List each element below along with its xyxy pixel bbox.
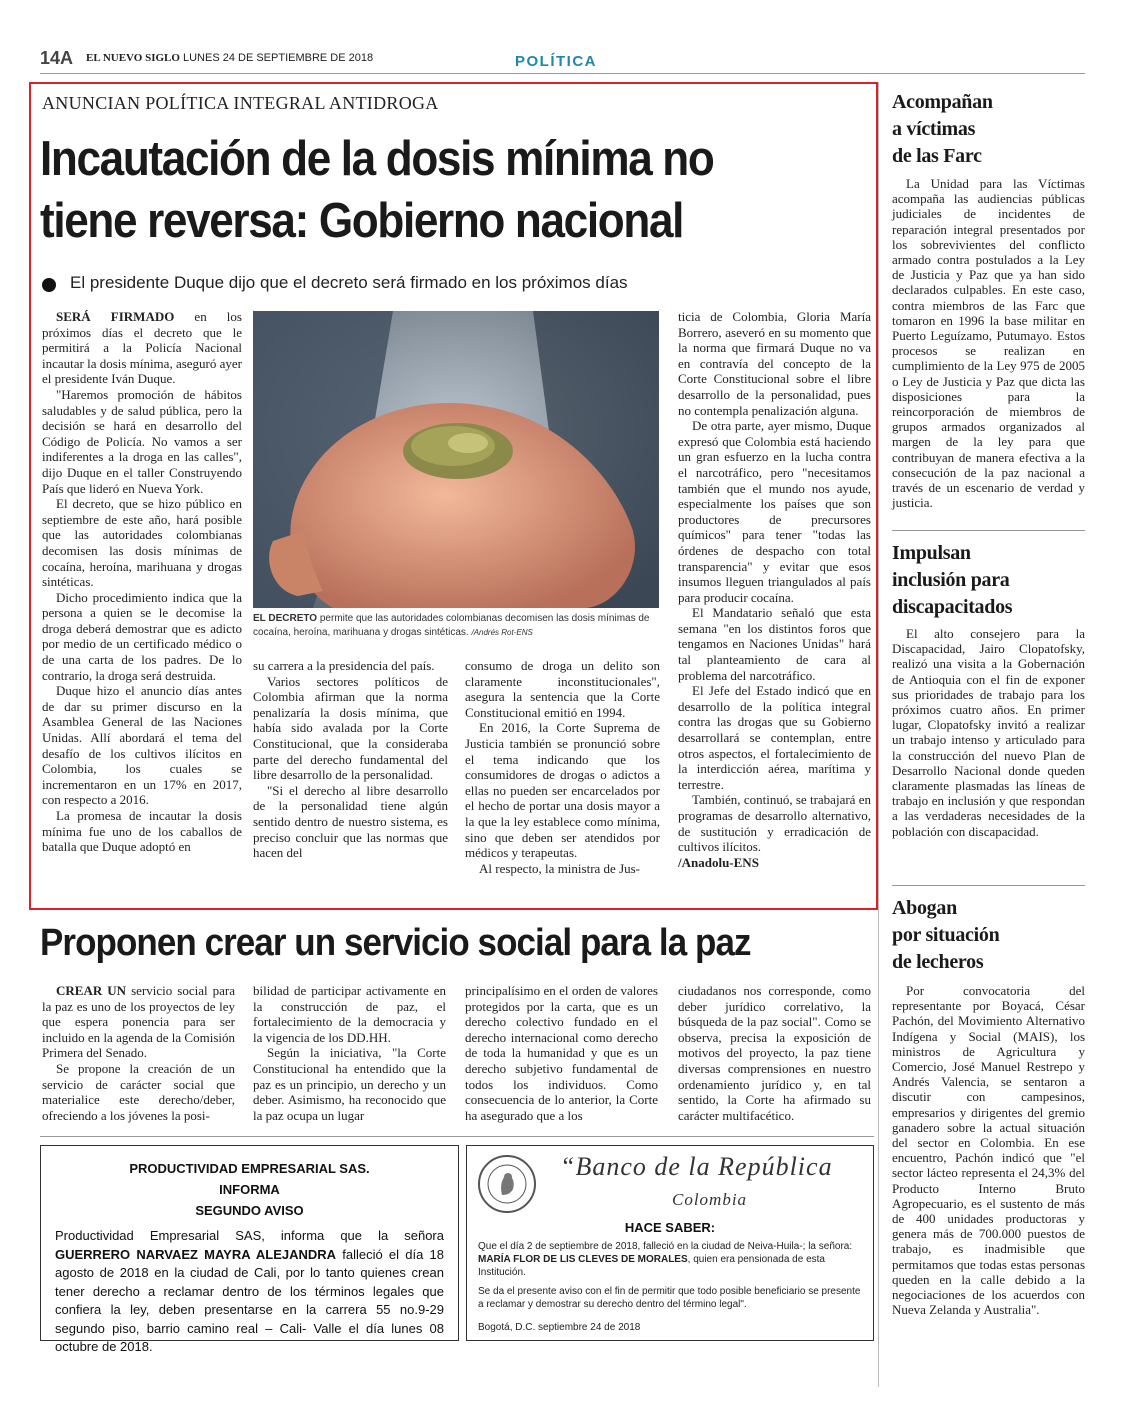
paragraph: Se propone la creación de un servicio de carácter social que materialice este derecho/deber, ofreciendo a los jóvenes la posi- (42, 1060, 235, 1123)
article-photo (253, 311, 659, 608)
bank-notice-sign: Bogotá, D.C. septiembre 24 de 2018 (478, 1322, 641, 1333)
paragraph: La promesa de incautar la dosis mínima fue uno de los caballos de batalla que Duque adoptó en (42, 808, 242, 855)
bank-seal-logo (478, 1155, 536, 1213)
second-column-4 (678, 983, 871, 1123)
bank-notice-p2: Se da el presente aviso con el fin de permitir que todo posible beneficiario se presente a reclamar y demostrar su derecho dentro del término legal". (478, 1286, 861, 1310)
paragraph: El Mandatario señaló que esta semana "en los distintos foros que tengamos en Naciones Unidas" hará tal planteamiento de cara al problema del narcotráfico. (678, 605, 871, 683)
headline-line-2: tiene reversa: Gobierno nacional (40, 194, 684, 248)
masthead (86, 52, 373, 64)
caption-lead: EL DECRETO (253, 613, 318, 624)
notice-body (55, 1227, 444, 1357)
paragraph: "Si el derecho al libre desarrollo de la personalidad tiene algún sentido dentro de nuestro sistema, es preciso concluir que las normas que hacen del (253, 782, 448, 861)
paper-name: EL NUEVO SIGLO (86, 52, 180, 64)
title-line: de las Farc (892, 145, 982, 167)
paragraph: principalísimo en el orden de valores protegidos por la carta, que es un derecho colectivo fundado en el derecho internacional como derecho de toda la humanidad y que es un derecho subjetivo fundamental de todos los individuos. Como consecuencia de lo anterior, la Corte ha asegurado que a los (465, 983, 658, 1123)
paragraph: bilidad de participar activamente en la construcción de paz, el fortalecimiento de la democracia y la vigencia de los DD.HH. (253, 983, 446, 1045)
article-kicker: ANUNCIAN POLÍTICA INTEGRAL ANTIDROGA (42, 93, 439, 113)
paragraph: En 2016, la Corte Suprema de Justicia también se pronunció sobre el tema indicando que los consumidores de drogas o adictos a ellas no pueden ser encarcelados por el hecho de portar una dosis mayor a la que la ley establece como mínima, sino que deben ser atendidos por médicos y terapeutas. (465, 720, 660, 861)
notice-productividad (40, 1145, 459, 1354)
article-column-1 (42, 309, 242, 855)
page-number: 14A (40, 48, 74, 68)
second-column-1 (42, 983, 235, 1123)
bullet-icon (42, 278, 56, 292)
seal-icon (480, 1157, 534, 1211)
title-line: a víctimas (892, 118, 976, 140)
article-column-3 (465, 658, 660, 876)
paragraph: en los próximos días el decreto que le permitirá a la Policía Nacional incautar la dosis mínima, aseguró ayer el presidente Iván Duque. (42, 309, 242, 387)
title-line: inclusión para (892, 569, 1010, 591)
paragraph: su carrera a la presidencia del país. (253, 658, 435, 673)
second-column-3 (465, 983, 658, 1123)
title-line: Abogan (892, 897, 957, 919)
sidebar-body-lecheros (892, 983, 1085, 1317)
sidebar-divider (878, 82, 879, 1387)
notice-heading (41, 1158, 458, 1221)
caption-text: permite que las autoridades colombianas decomisen las dosis mínimas de cocaína, heroína, marihuana y drogas sintéticas. (253, 613, 650, 638)
paragraph: Al respecto, la ministra de Jus- (479, 860, 641, 876)
paragraph: Por convocatoria del representante por Boyacá, César Pachón, del Movimiento Alternativo Indígena y Social (MAIS), los ministros de Agricultura y Comercio, José Manuel Restrepo y Andrés Valencia, se sentaron a discutir con campesinos, empresarios y dirigentes del gremio ganadero sobre la actual situación del sector en Colombia. En ese encuentro, Pachón indicó que "el sector lácteo representa el 24,3% del Producto Interno Bruto Agropecuario, es el sustento de más de 400 unidades productoras y genera más de 700.000 puestos de trabajo, es inadmisible que permitamos que todas estas personas queden en la calle debido a la negociaciones de los acuerdos con Nueva Zelanda y Australia". (892, 983, 1085, 1318)
second-column-2 (253, 983, 446, 1123)
title-line: de lecheros (892, 951, 984, 973)
bank-notice-text: , quien era pensionada de esta Institución. (478, 1254, 825, 1278)
paragraph: La Unidad para las Víctimas acompaña las audiencias públicas judiciales de incidentes de reparación integral presentados por los sobrevivientes del conflicto armado contra postulados a la Ley de Justicia y Paz que ya han sido declarados culpables. En este caso, contra miembros de las Farc que tomaron en 1996 la base militar en Puerto Leguízamo, Putumayo. Estos procesos se realizan en cumplimiento de la Ley 975 de 2005 o Ley de Justicia y Paz que dicta las disposiciones para la reincorporación de miembros de grupos armados organizados al margen de la ley para que contribuyan de manera efectiva a la consecución de la paz nacional a través de un escenario de verdad y justicia. (892, 176, 1085, 511)
article-subhead: El presidente Duque dijo que el decreto será firmado en los próximos días (70, 273, 628, 292)
bank-notice-person: MARÍA FLOR DE LIS CLEVES DE MORALES (478, 1254, 688, 1265)
notice-text: Productividad Empresarial SAS, informa que la señora (55, 1228, 444, 1243)
sidebar-title-lecheros (892, 895, 999, 976)
bank-notice-title: HACE SABER: (624, 1220, 716, 1235)
title-line: discapacitados (892, 596, 1013, 618)
sidebar-rule (892, 530, 1085, 531)
title-line: por situación (892, 924, 1000, 946)
paragraph: ciudadanos nos corresponde, como deber jurídico correlativo, la búsqueda de la paz social". Como se observa, precisa la exposición de motivos del proyecto, la paz tiene diversas comprensiones en nuestro ordenamiento jurídico y, en tal sentido, la Corte ha afirmado su carácter multifacético. (678, 983, 871, 1123)
article-column-4 (678, 309, 871, 870)
photo-caption (253, 612, 659, 640)
title-line: Acompañan (892, 91, 993, 113)
paragraph: También, continuó, se trabajará en programas de desarrollo alternativo, de sustitución y erradicación de cultivos ilícitos. (678, 792, 871, 855)
paragraph: "Haremos promoción de hábitos saludables y de salud pública, pero la decisión se hará en desarrollo del Código de Policía. No vamos a ser indiferentes a la droga en las calles", dijo Duque en el taller Construyendo País que lideró en Nueva York. (42, 386, 242, 496)
notice-person: GUERRERO NARVAEZ MAYRA ALEJANDRA (55, 1246, 337, 1262)
photo-credit: /Andrés Rot-ENS (471, 628, 533, 637)
title-line: Impulsan (892, 542, 971, 564)
sidebar-body-discapacitados (892, 626, 1085, 839)
sidebar-body-victimas (892, 176, 1085, 510)
paragraph: Varios sectores políticos de Colombia afirman que la norma penalizaría la dosis mínima, que había sido avalada por la Corte Constitucional, que la consideraba parte del derecho fundamental del libre desarrollo de la personalidad. (253, 673, 448, 783)
bank-notice-body (478, 1240, 862, 1334)
notice-aviso: SEGUNDO AVISO (195, 1203, 304, 1218)
notice-informa: INFORMA (219, 1182, 280, 1197)
sidebar-rule (892, 885, 1085, 886)
article-column-2 (253, 658, 448, 861)
notice-text: falleció el día 18 agosto de 2018 en la ciudad de Cali, por lo tanto quienes crean tener derecho a reclamar dentro de los términos legales que confiera la ley, deben presentarse en la carrera 55 no.9-29 segundo piso, barrio camino real – Cali- Valle el día lunes 08 octubre de 2018. (55, 1246, 444, 1354)
paragraph: Dicho procedimiento indica que la persona a quien se le decomise la droga deberá demostrar que es adicto por medio de un certificado médico o de una carta de los padres. De lo contrario, la droga será destruida. (42, 589, 242, 683)
paragraph: Duque hizo el anuncio días antes de dar su primer discurso en la Asamblea General de las Naciones Unidas. Allí abordará el tema del desafío de los cultivos ilícitos en Colombia, los cuales se incrementaron en un 17% en 2017, con respecto a 2016. (42, 683, 242, 808)
sidebar-title-victimas (892, 89, 993, 170)
paragraph: El decreto, que se hizo público en septiembre de este año, hará posible que las autoridades colombianas decomisen las dosis mínimas de cocaína, heroína, marihuana y drogas sintéticas. (42, 496, 242, 590)
hand-photo-illustration (253, 311, 659, 608)
header-rule (40, 73, 1085, 74)
bank-name: “Banco de la República (560, 1152, 833, 1181)
paragraph: consumo de droga un delito son claramente inconstitucionales", asegura la sentencia que la Corte Constitucional emitió en 1994. (465, 658, 660, 720)
bank-notice-text: Que el día 2 de septiembre de 2018, falleció en la ciudad de Neiva-Huila-; la señora: (478, 1241, 853, 1252)
paragraph: De otra parte, ayer mismo, Duque expresó que Colombia está haciendo un gran esfuerzo en la lucha contra el narcotráfico, pero "necesitamos también que el mundo nos ayude, especialmente los países que son productores de precursores químicos" para tener "todas las órdenes de despacho con total transparencia" y evitar que esos insumos lleguen triangulados al país para producir cocaína. (678, 418, 871, 605)
paragraph: El alto consejero para la Discapacidad, Jairo Clopatofsky, realizó una visita a la Gobernación de Antioquia con el fin de exponer sus prioridades de trabajo para los próximos cuatro años. En primer lugar, Clopatofsky invitó a realizar un trabajo intenso y articulado para la construcción del nuevo Plan de Desarrollo Nacional donde queden claramente plasmadas las líneas de trabajo en inclusión y que respondan a las verdaderas necesidades de la población con discapacidad. (892, 626, 1085, 839)
section-title: POLÍTICA (515, 53, 597, 70)
paragraph: Según la iniciativa, "la Corte Constitucional ha entendido que la paz es un principio, un derecho y un deber. Asimismo, ha reconocido que la paz ocupa un lugar (253, 1045, 446, 1123)
notice-company: PRODUCTIVIDAD EMPRESARIAL SAS. (129, 1161, 370, 1176)
lead-in: CREAR UN (56, 983, 127, 998)
bank-notice-p1 (478, 1240, 862, 1279)
paragraph: ticia de Colombia, Gloria María Borrero, aseveró en su momento que la norma que firmará Duque no va en contravía del concepto de la Corte Constitucional sobre el libre desarrollo de la personalidad, pues no contempla penalización alguna. (678, 309, 871, 418)
issue-date: LUNES 24 DE SEPTIEMBRE DE 2018 (182, 52, 374, 64)
lead-in: SERÁ FIRMADO (56, 309, 175, 324)
bank-name-text: Banco de la República (575, 1152, 833, 1181)
headline-line-1: Incautación de la dosis mínima no (40, 132, 714, 186)
article-signature: /Anadolu-ENS (678, 854, 759, 870)
article-headline (40, 128, 787, 252)
paragraph: El Jefe del Estado indicó que en desarrollo de la política integral contra las drogas que su Gobierno desarrollará se contemplan, entre otros aspectos, el fortalecimiento de la interdicción aérea, marítima y terrestre. (678, 683, 871, 792)
sidebar-title-discapacitados (892, 540, 1012, 621)
section-divider (40, 1136, 874, 1137)
paragraph: servicio social para la paz es uno de los proyectos de ley que espera ponencia para ser incluido en la agenda de la Comisión Primera del Senado. (42, 983, 236, 1061)
bank-country: Colombia (672, 1190, 748, 1209)
second-headline: Proponen crear un servicio social para la paz (40, 922, 751, 964)
